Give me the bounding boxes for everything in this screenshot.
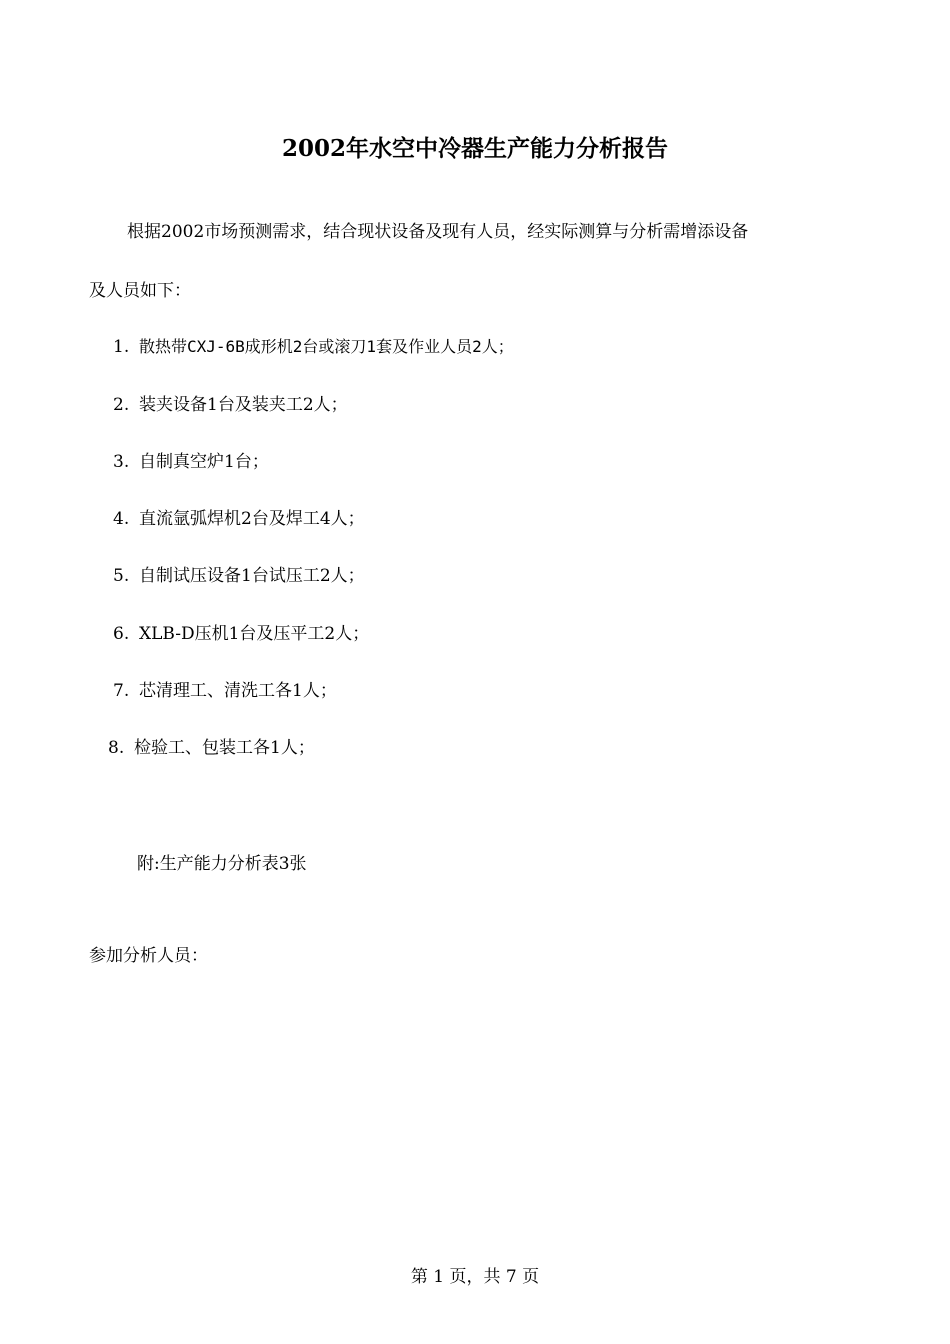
- list-item-text: 散热带CXJ-6B成形机2台或滚刀1套及作业人员2人；: [139, 337, 514, 356]
- list-item-number: 1.: [113, 337, 130, 357]
- list-item-number: 7.: [113, 681, 130, 701]
- intro-paragraph-line-1: 根据2002市场预测需求，结合现状设备及现有人员，经实际测算与分析需增添设备: [127, 222, 749, 242]
- list-item: [113, 621, 369, 647]
- list-item-text: XLB-D压机1台及压平工2人；: [139, 624, 370, 644]
- list-item: [113, 678, 337, 704]
- list-item-number: 2.: [113, 395, 130, 415]
- list-item: [113, 563, 365, 589]
- participants-label: 参加分析人员：: [89, 946, 208, 966]
- list-item-text: 装夹设备1台及装夹工2人；: [139, 395, 348, 415]
- list-item-number: 4.: [113, 509, 130, 529]
- list-item: [113, 334, 514, 360]
- list-item-text: 自制真空炉1台；: [139, 452, 269, 472]
- list-item: [113, 392, 348, 418]
- list-item-text: 芯清理工、清洗工各1人；: [139, 681, 337, 701]
- document-title: 2002年水空中冷器生产能力分析报告: [281, 135, 668, 162]
- list-item-number: 8.: [108, 738, 125, 758]
- list-item-text: 直流氩弧焊机2台及焊工4人；: [139, 509, 365, 529]
- intro-paragraph-line-2: 及人员如下：: [89, 281, 191, 301]
- list-item-number: 6.: [113, 624, 130, 644]
- list-item-text: 检验工、包装工各1人；: [134, 738, 315, 758]
- attachment-note: 附:生产能力分析表3张: [137, 854, 307, 874]
- page-number-footer: 第 1 页，共 7 页: [410, 1267, 540, 1287]
- list-item-text: 自制试压设备1台试压工2人；: [139, 566, 365, 586]
- list-item-number: 5.: [113, 566, 130, 586]
- list-item-number: 3.: [113, 452, 130, 472]
- list-item: [113, 506, 365, 532]
- list-item: [113, 449, 269, 475]
- list-item: [108, 735, 315, 761]
